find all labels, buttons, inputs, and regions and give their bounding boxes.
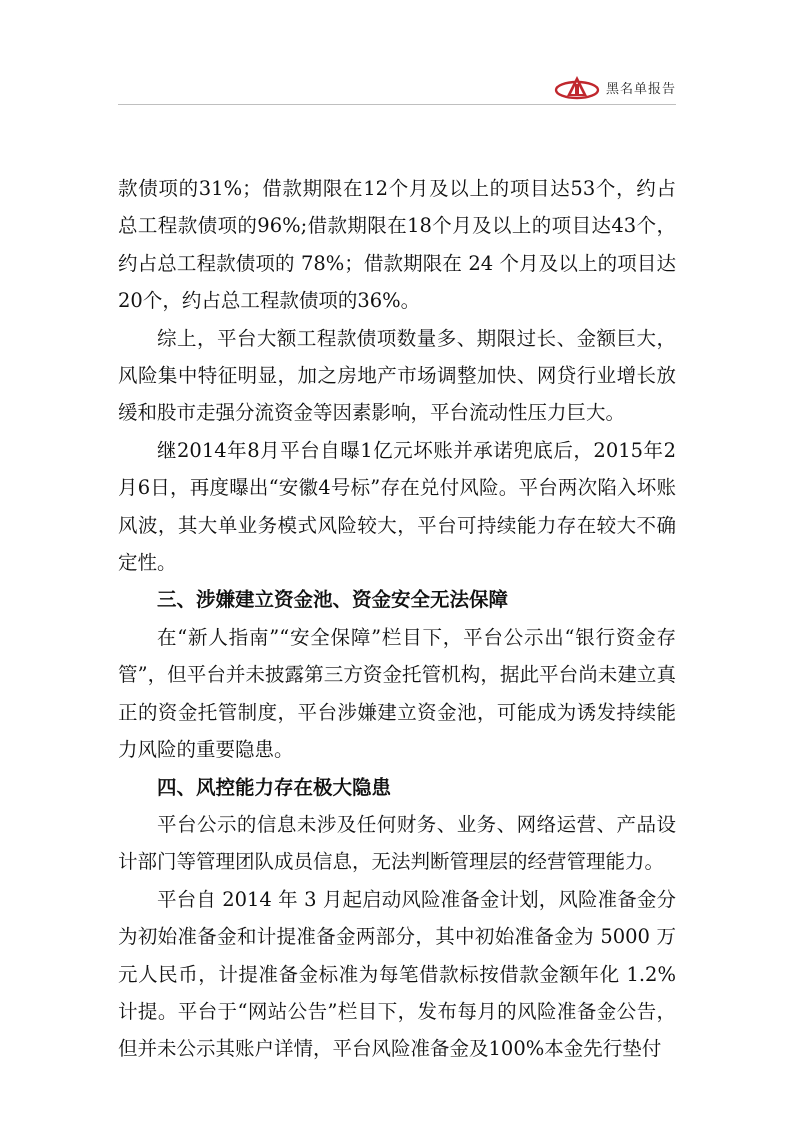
paragraph-risk-reserve: 平台自 2014 年 3 月起启动风险准备金计划，风险准备金分为初始准备金和计提准备金两部分，其中初始准备金为 5000 万元人民币，计提准备金标准为每笔借款标按借款金额年化 1.2%计提。平台于“网站公告”栏目下，发布每月的风险准备金公告，但并未公示其账户详情，平台风险准备金及100%本金先行垫付 [118,887,676,1061]
header-divider [118,104,676,105]
logo-icon [554,74,600,100]
paragraph-continued: 款债项的31%；借款期限在12个月及以上的项目达53个，约占总工程款债项的96%;借款期限在18个月及以上的项目达43个，约占总工程款债项的 78%；借款期限在 24 个月及以上的项目达20个，约占总工程款债项的36%。 [118,177,676,313]
brand-name: 黑名单报告 [605,81,676,97]
paragraph-bad-debt: 继2014年8月平台自曝1亿元坏账并承诺兜底后，2015年2月6日，再度曝出“安徽4号标”存在兑付风险。平台两次陷入坏账风波，其大单业务模式风险较大，平台可持续能力存在较大不确定性。 [118,438,676,575]
section-heading-3: 三、涉嫌建立资金池、资金安全无法保障 [157,588,509,612]
paragraph-fund-pool: 在“新人指南”“安全保障”栏目下，平台公示出“银行资金存管”，但平台并未披露第三方资金托管机构，据此平台尚未建立真正的资金托管制度，平台涉嫌建立资金池，可能成为诱发持续能力风险的重要隐患。 [118,625,676,762]
paragraph-summary: 综上，平台大额工程款债项数量多、期限过长、金额巨大，风险集中特征明显，加之房地产市场调整加快、网贷行业增长放缓和股市走强分流资金等因素影响，平台流动性压力巨大。 [118,326,676,425]
report-body [118,170,676,1068]
section-heading-4: 四、风控能力存在极大隐患 [157,775,392,799]
paragraph-management: 平台公示的信息未涉及任何财务、业务、网络运营、产品设计部门等管理团队成员信息，无法判断管理层的经营管理能力。 [118,812,676,874]
page-header [554,74,676,100]
